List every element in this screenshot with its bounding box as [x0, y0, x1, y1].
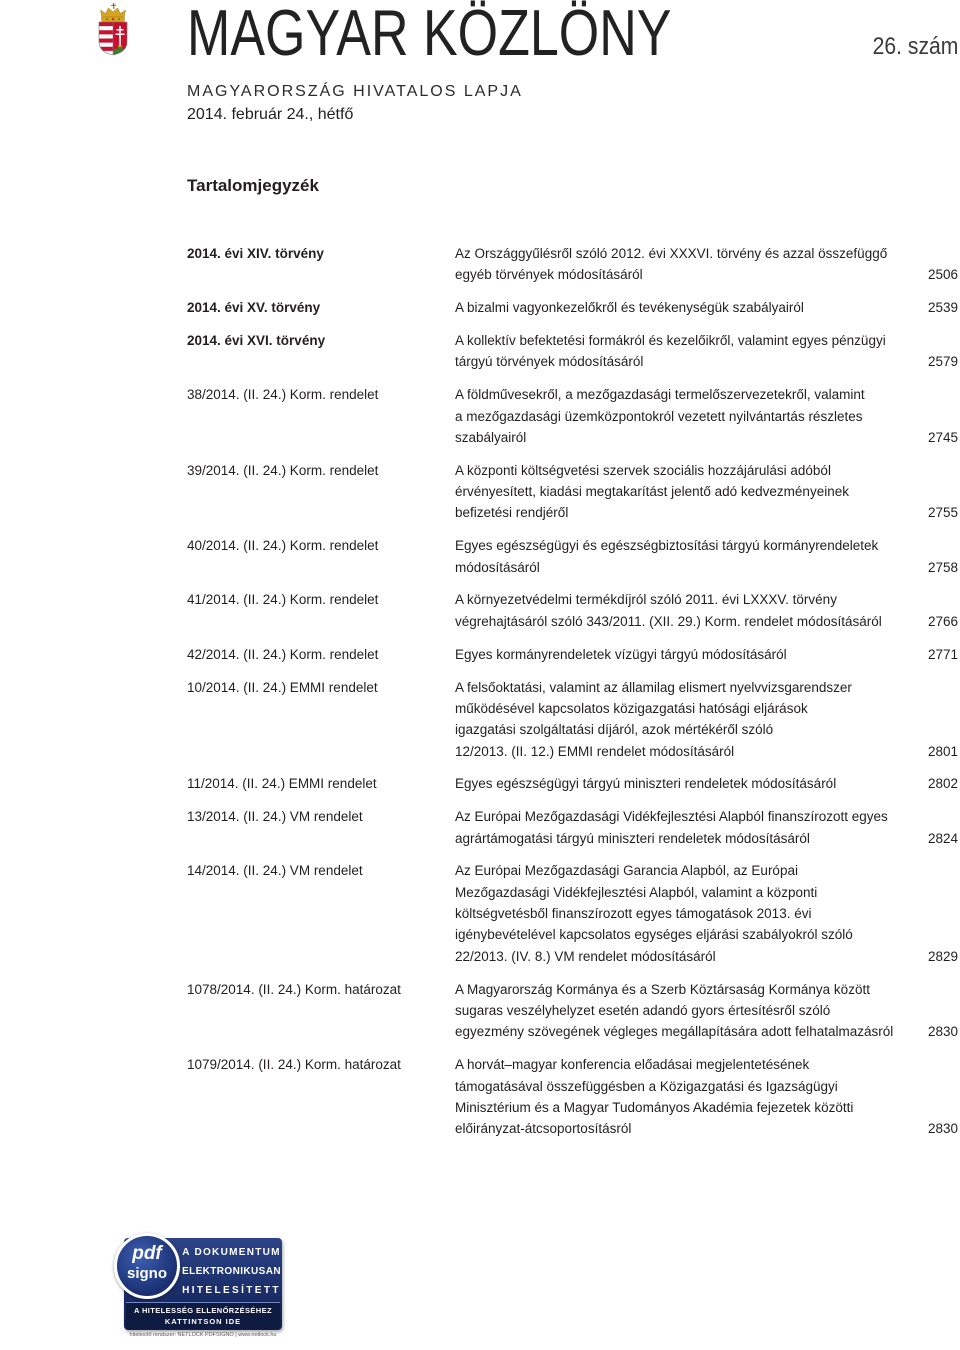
toc-entry-title	[455, 330, 886, 373]
toc-entry	[187, 243, 958, 286]
toc-entry-page-number: 2824	[927, 830, 958, 846]
toc-entry-page-number: 2758	[927, 559, 958, 575]
toc-entry-title-line: A központi költségvetési szervek szociális hozzájárulási adóból	[455, 462, 831, 478]
toc-entry-reference: 11/2014. (II. 24.) EMMI rendelet	[187, 776, 377, 792]
issue-number: 26. szám	[872, 33, 958, 60]
toc-entry-title-line: végrehajtásáról szóló 343/2011. (XII. 29.) Korm. rendelet módosításáról	[455, 613, 882, 629]
toc-entry-title-line: Mezőgazdasági Vidékfejlesztési Alapból, valamint a központi	[455, 884, 818, 900]
toc-entry-page-number: 2766	[927, 613, 958, 629]
toc-entry-page-number: 2579	[927, 354, 958, 370]
toc-entry-page-number: 2539	[927, 300, 958, 316]
badge-title-line: A DOKUMENTUM	[182, 1246, 281, 1258]
toc-entry-page-number: 2745	[927, 429, 958, 445]
verify-link-line: A HITELESSÉG ELLENŐRZÉSÉHEZ	[133, 1306, 273, 1315]
toc-entry-page-number: 2830	[927, 1121, 958, 1137]
toc-entry-reference: 2014. évi XVI. törvény	[187, 333, 326, 349]
toc-entry-title-line: befizetési rendjéről	[455, 505, 569, 521]
toc-entry-title	[455, 384, 865, 448]
toc-list	[187, 243, 958, 1151]
seal-text-bottom: signo	[127, 1265, 167, 1282]
verify-link-line: KATTINTSON IDE	[164, 1317, 242, 1326]
toc-entry	[187, 677, 958, 762]
toc-entry-title-line: Az Európai Mezőgazdasági Garancia Alapból, az Európai	[455, 863, 798, 879]
seal-text-top: pdf	[132, 1243, 162, 1264]
toc-entry-title-line: A horvát–magyar konferencia előadásai megjelentetésének	[455, 1057, 810, 1073]
toc-entry-title-line: működésével kapcsolatos közigazgatási hatósági eljárások	[455, 700, 808, 716]
verify-link[interactable]	[126, 1302, 280, 1329]
toc-entry-title-line: Az Országgyűlésről szóló 2012. évi XXXVI. törvény és azzal összefüggő	[455, 246, 888, 261]
toc-entry-title-line: támogatásával összefüggésben a Közigazgatási és Igazságügyi	[455, 1078, 838, 1094]
toc-entry-title	[455, 460, 849, 524]
toc-entry-title-line: Egyes egészségügyi tárgyú miniszteri rendeletek módosításáról	[455, 776, 837, 792]
coat-of-arms-icon	[95, 3, 131, 56]
toc-entry-title-line: Minisztérium és a Magyar Tudományos Akadémia fejezetek közötti	[455, 1099, 854, 1115]
toc-entry-title-line: A kollektív befektetési formákról és kezelőikről, valamint egyes pénzügyi	[455, 333, 886, 349]
toc-entry-title-line: egyezmény szövegének végleges megállapítására adott felhatalmazásról	[455, 1024, 894, 1040]
toc-entry-title	[455, 644, 787, 665]
pdfsigno-seal-icon	[114, 1233, 180, 1299]
toc-entry-page-number: 2506	[927, 267, 958, 283]
badge-title-line: HITELESÍTETT	[182, 1284, 281, 1296]
toc-entry-title-line: igazgatási szolgáltatási díjáról, azok mértékéről szóló	[455, 722, 774, 738]
toc-entry-reference: 10/2014. (II. 24.) EMMI rendelet	[187, 679, 378, 695]
authentication-badge[interactable]	[112, 1228, 284, 1346]
toc-entry-reference: 38/2014. (II. 24.) Korm. rendelet	[187, 387, 379, 403]
badge-footer: hitelesítő rendszer: NETLOCK PDFSIGNO | www.netlock.hu	[129, 1332, 277, 1338]
toc-entry-title-line: A felsőoktatási, valamint az államilag elismert nyelvvizsgarendszer	[455, 679, 852, 695]
toc-heading: Tartalomjegyzék	[187, 176, 319, 195]
toc-entry	[187, 644, 958, 665]
toc-entry	[187, 589, 958, 632]
toc-entry-title-line: igénybevételével kapcsolatos egységes eljárási szabályokról szóló	[455, 927, 853, 943]
toc-entry-title-line: előirányzat-átcsoportosításról	[455, 1121, 632, 1137]
toc-entry-title-line: a mezőgazdasági üzemközpontokról vezetett nyilvántartás részletes	[455, 408, 863, 424]
toc-entry-title-line: 12/2013. (II. 12.) EMMI rendelet módosításáról	[455, 743, 735, 759]
toc-entry-reference: 39/2014. (II. 24.) Korm. rendelet	[187, 462, 379, 478]
toc-entry-title-line: módosításáról	[455, 559, 540, 575]
toc-entry-reference: 1078/2014. (II. 24.) Korm. határozat	[187, 981, 401, 997]
toc-entry-reference: 2014. évi XIV. törvény	[187, 246, 324, 261]
toc-entry	[187, 384, 958, 448]
toc-entry-title	[455, 773, 836, 794]
toc-entry-title-line: 22/2013. (IV. 8.) VM rendelet módosításáról	[455, 948, 716, 964]
toc-entry-title-line: Egyes kormányrendeletek vízügyi tárgyú módosításáról	[455, 646, 787, 662]
toc-entry-title-line: Egyes egészségügyi és egészségbiztosítási tárgyú kormányrendeletek	[455, 538, 879, 554]
toc-entry-title	[455, 806, 888, 849]
toc-entry	[187, 535, 958, 578]
toc-entry-title-line: A környezetvédelmi termékdíjról szóló 2011. évi LXXXV. törvény	[455, 592, 837, 608]
toc-entry	[187, 979, 958, 1043]
toc-entry-title-line: egyéb törvények módosításáról	[455, 267, 643, 283]
journal-subtitle: MAGYARORSZÁG HIVATALOS LAPJA	[187, 83, 523, 100]
toc-entry-title	[455, 243, 887, 286]
toc-entry-reference: 1079/2014. (II. 24.) Korm. határozat	[187, 1057, 401, 1073]
toc-entry-title-line: Az Európai Mezőgazdasági Vidékfejlesztési Alapból finanszírozott egyes	[455, 809, 888, 825]
toc-entry-reference: 40/2014. (II. 24.) Korm. rendelet	[187, 538, 379, 554]
toc-entry	[187, 860, 958, 967]
toc-entry-title	[455, 297, 804, 318]
toc-entry	[187, 460, 958, 524]
toc-entry-title	[455, 860, 853, 967]
toc-entry	[187, 297, 958, 318]
toc-entry-title-line: A bizalmi vagyonkezelőkről és tevékenységük szabályairól	[455, 300, 804, 316]
toc-entry-reference: 13/2014. (II. 24.) VM rendelet	[187, 809, 363, 825]
toc-entry-reference: 14/2014. (II. 24.) VM rendelet	[187, 863, 363, 879]
toc-entry-title-line: A Magyarország Kormánya és a Szerb Köztársaság Kormánya között	[455, 981, 870, 997]
toc-entry-title-line: agrártámogatási tárgyú miniszteri rendeletek módosításáról	[455, 830, 810, 846]
toc-entry-page-number: 2771	[927, 646, 958, 662]
toc-entry-title	[455, 677, 852, 762]
toc-entry-title	[455, 535, 878, 578]
issue-date: 2014. február 24., hétfő	[187, 106, 354, 123]
toc-entry-title-line: A földművesekről, a mezőgazdasági termelőszervezetekről, valamint	[455, 387, 865, 403]
toc-entry-page-number: 2801	[927, 743, 958, 759]
toc-entry	[187, 773, 958, 794]
toc-entry-title-line: költségvetésből finanszírozott egyes támogatások 2013. évi	[455, 906, 812, 922]
toc-entry-reference: 42/2014. (II. 24.) Korm. rendelet	[187, 646, 379, 662]
toc-entry-page-number: 2755	[927, 505, 958, 521]
toc-entry-title	[455, 589, 882, 632]
toc-entry-title	[455, 979, 893, 1043]
toc-entry-reference: 2014. évi XV. törvény	[187, 300, 321, 316]
toc-entry-page-number: 2802	[927, 776, 958, 792]
journal-title: MAGYAR KÖZLÖNY	[187, 0, 672, 69]
toc-entry-page-number: 2830	[927, 1024, 958, 1040]
toc-entry-title	[455, 1054, 853, 1139]
badge-title-line: ELEKTRONIKUSAN	[182, 1265, 281, 1277]
toc-entry-title-line: érvényesített, kiadási megtakarítást jelentő adó kedvezményeinek	[455, 484, 849, 500]
toc-entry-page-number: 2829	[927, 948, 958, 964]
toc-entry	[187, 1054, 958, 1139]
toc-entry	[187, 330, 958, 373]
toc-entry-title-line: sugaras veszélyhelyzet esetén adandó gyors értesítésről szóló	[455, 1002, 831, 1018]
toc-entry-title-line: tárgyú törvények módosításáról	[455, 354, 644, 370]
toc-entry	[187, 806, 958, 849]
toc-entry-title-line: szabályairól	[455, 429, 527, 445]
toc-entry-reference: 41/2014. (II. 24.) Korm. rendelet	[187, 592, 379, 608]
